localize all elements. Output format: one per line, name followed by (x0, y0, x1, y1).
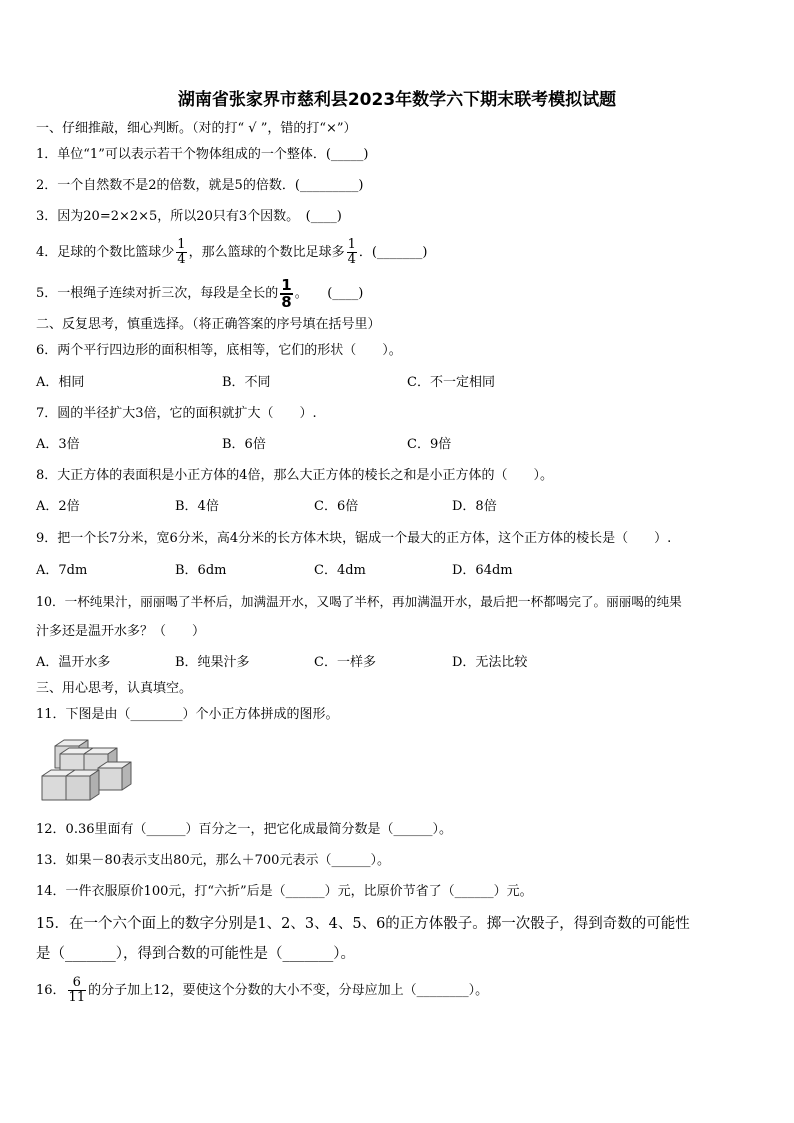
fraction-one-eighth: $\frac{1}{8}$ (281, 275, 292, 311)
option-9d: D．64dm (452, 563, 513, 578)
fraction-six-elevenths: $\frac{6}{11}$ (68, 975, 86, 1005)
question-15-line1: 15．在一个六个面上的数字分别是1、2、3、4、5、6的正方体骰子。掷一次骰子，得到奇数的可能性 (36, 916, 690, 932)
cubes-figure (38, 738, 134, 804)
fraction-one-quarter: $\frac{1}{4}$ (177, 237, 186, 267)
option-7c: C．9倍 (407, 437, 452, 452)
page-title: 湖南省张家界市慈利县2023年数学六下期末联考模拟试题 (177, 90, 617, 110)
question-16: 16． $\frac{6}{11}$ 的分子加上12，要使这个分数的大小不变，分母应加上（________）。 (36, 975, 489, 1005)
question-13: 13．如果－80表示支出80元，那么＋700元表示（______）。 (36, 853, 390, 868)
option-10a: A．温开水多 (36, 655, 111, 670)
option-10b: B．纯果汁多 (175, 655, 250, 670)
option-6a: A．相同 (36, 375, 85, 390)
fraction-one-quarter: $\frac{1}{4}$ (347, 237, 356, 267)
question-7: 7．圆的半径扩大3倍，它的面积就扩大（ ）. (36, 406, 317, 421)
question-10-line2: 汁多还是温开水多？（ ） (36, 624, 206, 639)
question-6: 6．两个平行四边形的面积相等，底相等，它们的形状（ ）。 (36, 343, 402, 358)
option-6c: C．不一定相同 (407, 375, 495, 390)
question-3: 3．因为20=2×2×5，所以20只有3个因数。 (____) (36, 209, 342, 224)
option-9a: A．7dm (36, 563, 88, 578)
question-5: 5．一根绳子连续对折三次，每段是全长的 $\frac{1}{8}$ 。 (____) (36, 275, 364, 311)
option-6b: B．不同 (222, 375, 271, 390)
option-9c: C．4dm (314, 563, 366, 578)
question-1: 1．单位“1”可以表示若干个物体组成的一个整体．(_____) (36, 147, 369, 162)
option-8d: D．8倍 (452, 499, 497, 514)
question-4: 4．足球的个数比篮球少 $\frac{1}{4}$ ，那么篮球的个数比足球多 $\frac{1}{4}$ ．(_______) (36, 237, 428, 267)
option-7b: B．6倍 (222, 437, 266, 452)
question-8: 8．大正方体的表面积是小正方体的4倍，那么大正方体的棱长之和是小正方体的（ ）。 (36, 468, 554, 483)
question-11: 11．下图是由（________）个小正方体拼成的图形。 (36, 707, 339, 722)
section-heading-1: 一、仔细推敲，细心判断。（对的打“ √ ”，错的打“×”） (36, 121, 357, 136)
question-10-line1: 10．一杯纯果汁，丽丽喝了半杯后，加满温开水，又喝了半杯，再加满温开水，最后把一杯都喝完了。丽丽喝的纯果 (36, 594, 682, 609)
question-14: 14．一件衣服原价100元，打“六折”后是（______）元，比原价节省了（______）元。 (36, 884, 533, 899)
option-10d: D．无法比较 (452, 655, 528, 670)
option-7a: A．3倍 (36, 437, 80, 452)
option-8c: C．6倍 (314, 499, 359, 514)
question-15-line2: 是（_______），得到合数的可能性是（_______）。 (36, 946, 355, 962)
option-10c: C．一样多 (314, 655, 376, 670)
question-9: 9．把一个长7分米，宽6分米，高4分米的长方体木块，锯成一个最大的正方体，这个正方体的棱长是（ ）. (36, 531, 672, 546)
option-8b: B．4倍 (175, 499, 219, 514)
question-2: 2．一个自然数不是2的倍数，就是5的倍数．(_________) (36, 178, 364, 193)
option-8a: A．2倍 (36, 499, 80, 514)
section-heading-3: 三、用心思考，认真填空。 (36, 681, 193, 696)
option-9b: B．6dm (175, 563, 227, 578)
section-heading-2: 二、反复思考，慎重选择。（将正确答案的序号填在括号里） (36, 317, 381, 332)
question-12: 12．0.36里面有（______）百分之一，把它化成最简分数是（______）。 (36, 822, 452, 837)
